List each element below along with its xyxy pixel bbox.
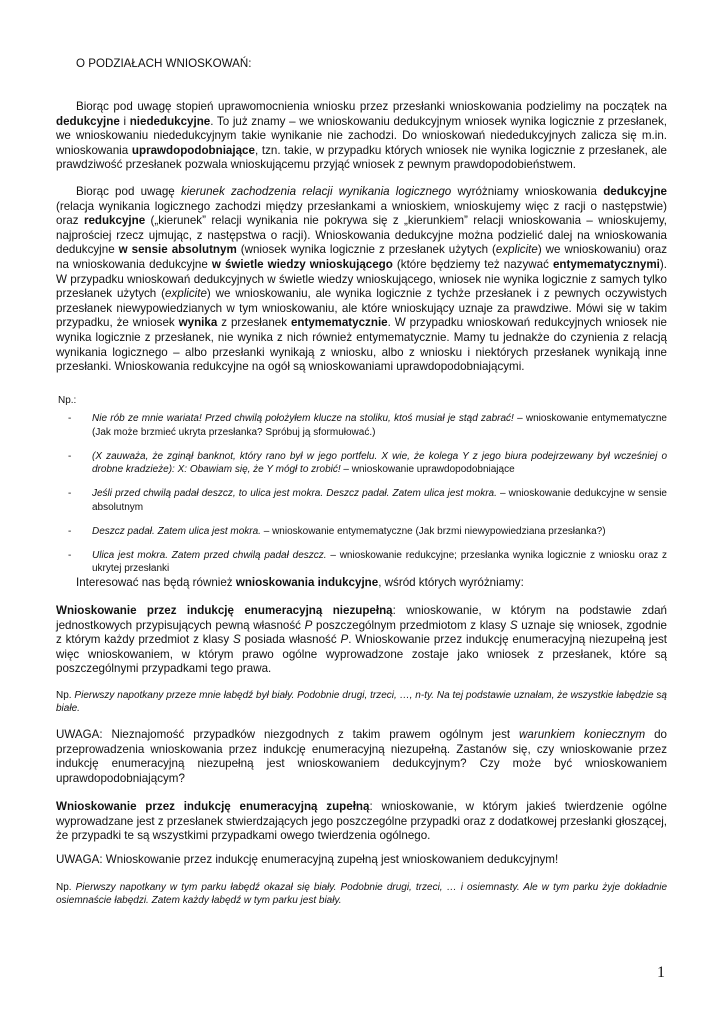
dash: -	[68, 549, 72, 561]
bold-term: redukcyjne	[83, 214, 146, 228]
italic-term: explicite	[165, 287, 207, 301]
examples-list	[56, 412, 667, 586]
bold-term: wnioskowania indukcyjne	[235, 576, 379, 589]
italic-term: P	[304, 618, 313, 632]
example-italic: Ulica jest mokra. Zatem przed chwilą padał deszcz.	[92, 549, 327, 561]
text: i	[119, 114, 130, 128]
list-item	[56, 525, 667, 539]
inductive-intro	[56, 576, 667, 589]
paragraph-incomplete-induction	[56, 604, 667, 677]
example-italic: Deszcz padał. Zatem ulica jest mokra.	[92, 525, 261, 537]
paragraph-uwaga-2: UWAGA: Wnioskowanie przez indukcję enumeracyjną zupełną jest wnioskowaniem dedukcyjnym!	[56, 853, 559, 866]
page-title: O PODZIAŁACH WNIOSKOWAŃ:	[76, 57, 252, 70]
italic-term: S	[509, 618, 518, 632]
example-italic: (X zauważa, że zginął banknot, który ranο był w jego portfelu. X wie, że kolega Y z jego biura podejrzewany był wcześniej o drobne kradzieże): X: Obawiam się, że Y mógł to zrobić!	[92, 450, 667, 475]
italic-term: warunkiem koniecznym	[519, 728, 646, 741]
text: . W przypadku wnioskowań redukcyjnych wniosek nie wynika logicznie z przesłanek, nie wynika z nich również entymematycznie. Mamy tu jednakże do czynienia z relacją wynikania logicznego – albo przesłanki wynikają z wniosku, albo z wniosku i niektórych przesłanek wynikają inne przesłanki. Wnioskowania redukcyjne na ogół są wnioskowaniami uprawdopodobniającymi.	[56, 316, 667, 374]
list-item	[56, 487, 667, 514]
text: . To już znamy – we wnioskowaniu dedukcyjnym wniosek wynika logicznie z przesłanek, we wnioskowaniu niededukcyjnym takie wynikanie nie zachodzi. Do wnioskowań niededukcyjnych zalicza się m.in. wnioskowania	[56, 114, 667, 157]
paragraph-direction	[56, 185, 667, 375]
italic-example: Pierwszy napotkany przeze mnie łabędź był biały. Podobnie drugi, trzeci, …, n-ty. Na tej podstawie uznałam, że wszystkie łabędzie są białe.	[56, 690, 667, 714]
text: posiada własność	[240, 633, 341, 647]
example-incomplete-induction	[56, 689, 667, 715]
example-text: – wnioskowanie redukcyjne; przesłanka wynika logicznie z wniosku oraz z ukrytej przesłanki	[92, 549, 667, 574]
italic-term: kierunek zachodzenia relacji wynikania logicznego	[180, 185, 452, 198]
dash: -	[68, 488, 72, 499]
bold-term: Wnioskowanie przez indukcję enumeracyjną zupełną	[56, 800, 370, 813]
example-text: – wnioskowanie entymematyczne (Jak może brzmieć ukryta przesłanka? Spróbuj ją sformułować.)	[92, 413, 667, 438]
text: poszczególnym przedmiotom z klasy	[312, 618, 510, 632]
example-text: – wnioskowanie dedukcyjne w sensie absolutnym	[92, 488, 667, 513]
text: (wniosek wynika logicznie z przesłanek użytych (	[236, 243, 496, 257]
bold-term: entymematycznie	[290, 316, 388, 330]
text: z przesłanek	[217, 316, 291, 330]
text: wyróżniamy wnioskowania	[451, 185, 604, 198]
text: : wnioskowanie, w którym na podstawie zdań jednostkowych przypisujących pewną własność	[56, 604, 667, 632]
bold-term: entymematycznymi	[552, 257, 660, 271]
text: Biorąc pod uwagę	[76, 185, 181, 198]
bold-term: niededukcyjne	[129, 114, 211, 128]
list-item	[56, 549, 667, 576]
italic-term: P	[340, 633, 349, 647]
text: ) we wnioskowaniu, ale wynika logicznie z tychże przesłanek i z pewnych oczywistych przesłanek niewypowiedzianych w tym wnioskowaniu, ale które wnioskujący uznaje za prawdziwe. Mówi się w takim przypadku, że wniosek	[56, 287, 667, 330]
dash: -	[68, 525, 72, 537]
example-text: – wnioskowanie entymematyczne (Jak brzmi niewypowiedziana przesłanka?)	[260, 525, 606, 537]
example-text: – wnioskowanie uprawdopodobniające	[340, 464, 515, 475]
dash: -	[68, 413, 72, 424]
text: UWAGA: Nieznajomość przypadków niezgodnych z takim prawem ogólnym jest	[56, 728, 520, 741]
bold-term: wynika	[178, 316, 218, 330]
dash: -	[68, 450, 72, 462]
text: (które będziemy też nazywać	[392, 257, 553, 271]
list-item	[56, 412, 667, 439]
text: . Wnioskowanie przez indukcję enumeracyjną niezupełną jest więc wnioskowaniem, w którym prawo ogólne wyprowadzone zostaje jako wniosek z przesłanek, które są poszczególnymi przypadkami tego prawa.	[56, 633, 667, 676]
bold-term: uprawdopodobniające	[131, 143, 255, 157]
paragraph-deductive-nondeductive	[56, 100, 667, 173]
text: Biorąc pod uwagę stopień uprawomocnienia wniosku przez przesłanki wnioskowania podzielimy na początek na	[76, 100, 667, 113]
page-number: 1	[657, 964, 665, 981]
text: ) we wnioskowaniu) oraz na wnioskowania dedukcyjne	[56, 243, 668, 271]
list-item	[56, 450, 667, 477]
example-italic: Jeśli przed chwilą padał deszcz, to ulica jest mokra. Deszcz padał. Zatem ulica jest mokra.	[92, 488, 497, 499]
text: : wnioskowanie, w którym jakieś twierdzenie ogólne wyprowadzane jest z przesłanek stwierdzających jego poszczególne przypadki oraz z dodatkowej przesłanki głoszącej, że przypadki te są wszystkimi przypadkami owego twierdzenia ogólnego.	[56, 800, 667, 843]
italic-term: explicite	[495, 243, 538, 257]
italic-term: S	[232, 633, 241, 647]
example-complete-induction	[56, 881, 667, 907]
bold-term: dedukcyjne	[603, 185, 667, 198]
italic-example: Pierwszy napotkany w tym parku łabędź okazał się biały. Podobnie drugi, trzeci, … i osiemnasty. Ale w tym parku żyje dokładnie osiemnaście łabędzi. Zatem każdy łabędź w tym parku jest biały.	[56, 882, 668, 906]
text: , wśród których wyróżniamy:	[378, 576, 524, 589]
text: Np.	[56, 690, 75, 701]
text: (relacja wynikania logicznego zachodzi między przesłankami a wnioskiem, wnioskujemy więc z racji o następstwie) oraz	[56, 199, 667, 228]
text: ). W przypadku wnioskowań dedukcyjnych w świetle wiedzy wnioskującego, wniosek nie wynika logicznie z samych tylko przesłanek użytych (	[56, 257, 667, 301]
text: do przeprowadzenia wnioskowania przez indukcję enumeracyjną niezupełną. Zastanów się, czy wnioskowanie przez indukcję enumeracyjną niezupełną jest wnioskowaniem dedukcyjnym? Czy może być wnioskowaniem uprawdopodobniającym?	[56, 728, 667, 785]
text: Interesować nas będą również	[76, 576, 236, 589]
np-label: Np.:	[58, 395, 77, 406]
bold-term: dedukcyjne	[56, 114, 120, 128]
text: Np.	[56, 882, 76, 893]
text: uznaje się wniosek, zgodnie z którym każdy przedmiot z klasy	[56, 618, 667, 647]
text: („kierunek” relacji wynikania nie pokrywa się z „kierunkiem” relacji wnioskowania – wnioskujemy, najprościej rzecz ujmując, z następstwa o racji). Wnioskowania dedukcyjne można podzielić dalej na wnioskowania dedukcyjne	[56, 214, 667, 257]
paragraph-complete-induction	[56, 800, 667, 844]
text: , tzn. takie, w przypadku których wniosek nie wynika logicznie z przesłanek, ale prawdziwość przesłanek pozwala wnioskującemu przyjąć wniosek z pewnym prawdopodobieństwem.	[56, 143, 667, 172]
paragraph-uwaga-1	[56, 728, 667, 786]
bold-term: w świetle wiedzy wnioskującego	[211, 257, 393, 271]
example-italic: Nie rób ze mnie wariata! Przed chwilą położyłem klucze na stoliku, ktoś musiał je stąd zabrać!	[92, 413, 514, 424]
bold-term: w sensie absolutnym	[118, 243, 237, 257]
bold-term: Wnioskowanie przez indukcję enumeracyjną niezupełną	[56, 604, 393, 617]
